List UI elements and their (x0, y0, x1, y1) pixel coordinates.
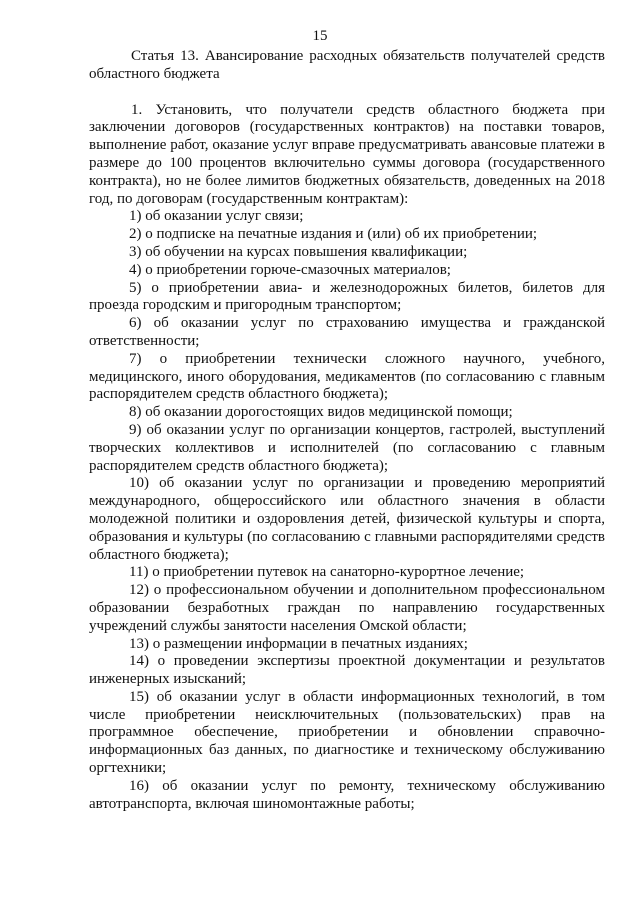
list-item-14: 14) о проведении экспертизы проектной документации и результатов инженерных изысканий; (89, 653, 605, 688)
list-item-16: 16) об оказании услуг по ремонту, техническому обслуживанию автотранспорта, включая шиномонтажные работы; (89, 777, 605, 812)
list-item-11: 11) о приобретении путевок на санаторно-курортное лечение; (129, 564, 525, 581)
list-item-7: 7) о приобретении технически сложного научного, учебного, медицинского, иного оборудования, медикаментов (по согласованию с главным распорядителем средств областного бюджета); (89, 350, 605, 403)
spacer (89, 84, 605, 102)
article-heading: Статья 13. Авансирование расходных обязательств получателей средств областного бюджета (89, 48, 605, 82)
list-item-9: 9) об оказании услуг по организации концертов, гастролей, выступлений творческих коллективов и исполнителей (по согласованию с главным распорядителем средств областного бюджета); (89, 421, 605, 474)
list-item-8: 8) об оказании дорогостоящих видов медицинской помощи; (129, 404, 513, 421)
page-number: 15 (312, 28, 328, 44)
list-item-12: 12) о профессиональном обучении и дополнительном профессиональном образовании безработных граждан по направлению государственных учреждений службы занятости населения Омской области; (89, 582, 605, 634)
list-item-5: 5) о приобретении авиа- и железнодорожных билетов, билетов для проезда городским и пригородным транспортом; (89, 279, 605, 314)
list-item-3: 3) об обучении на курсах повышения квалификации; (129, 243, 468, 260)
list-item-6: 6) об оказании услуг по страхованию имущества и гражданской ответственности; (89, 315, 605, 349)
list-item-4: 4) о приобретении горюче-смазочных материалов; (129, 261, 451, 278)
list-item-1: 1) об оказании услуг связи; (129, 208, 304, 225)
list-item-15: 15) об оказании услуг в области информационных технологий, в том числе приобретении неисключительных (пользовательских) прав на программное обеспечение, приобретении и обновлении справочно-информационных баз данных, по диагностике и техническому обслуживанию оргтехники; (89, 688, 605, 777)
list-item-2: 2) о подписке на печатные издания и (или) об их приобретении; (129, 226, 538, 243)
list-item-10: 10) об оказании услуг по организации и проведению мероприятий международного, общероссийского или областного значения в области молодежной политики и оздоровления детей, физической культуры и спорта, образования и культуры (по согласованию с главными распорядителями средств областного бюджета); (89, 475, 605, 563)
list-item-13: 13) о размещении информации в печатных изданиях; (129, 635, 468, 652)
paragraph-1: 1. Установить, что получатели средств областного бюджета при заключении договоров (государственных контрактов) на поставки товаров, выполнение работ, оказание услуг вправе предусматривать авансовые платежи в размере до 100 процентов включительно суммы договора (государственного контракта), но не более лимитов бюджетных обязательств, доведенных на 2018 год, по договорам (государственным контрактам): (89, 101, 605, 207)
document-body (89, 48, 605, 813)
